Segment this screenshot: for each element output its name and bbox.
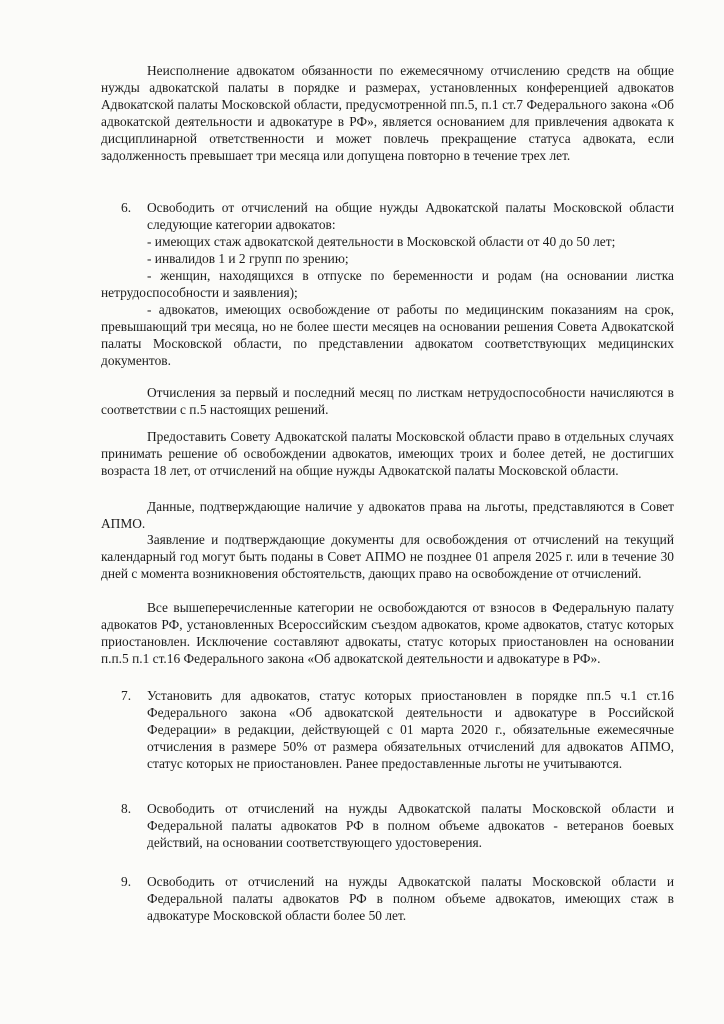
bullet-item: - женщин, находящихся в отпуске по беременности и родам (на основании листка нетрудоспособности и заявления);: [101, 268, 674, 300]
item-number: 6.: [121, 200, 132, 215]
list-item-8: [101, 800, 674, 851]
bullet-item: - адвокатов, имеющих освобождение от работы по медицинским показаниям на срок, превышающий три месяца, но не более шести месяцев на основании решения Совета Адвокатской палаты Московской области, по представлении адвокатом соответствующих медицинских документов.: [101, 302, 674, 368]
paragraph-intro: Неисполнение адвокатом обязанности по ежемесячному отчислению средств на общие нужды адвокатской палаты в порядке и размерах, установленных конференцией адвокатов Адвокатской палаты Московской области, предусмотренной пп.5, п.1 ст.7 Федерального закона «Об адвокатской деятельности и адвокатуре в РФ», является основанием для привлечения адвоката к дисциплинарной ответственности и может повлечь прекращение статуса адвоката, если задолженность превышает три месяца или допущена повторно в течение трех лет.: [101, 63, 674, 163]
item-lead: Освободить от отчислений на общие нужды Адвокатской палаты Московской области следующие категории адвокатов:: [147, 200, 674, 232]
list-item-9: [101, 873, 674, 924]
item-number: 9.: [121, 874, 132, 889]
item-number: 7.: [121, 688, 132, 703]
paragraph-data: Данные, подтверждающие наличие у адвокатов права на льготы, представляются в Совет АПМО.: [101, 499, 674, 531]
paragraph-council: Предоставить Совету Адвокатской палаты Московской области право в отдельных случаях принимать решение об освобождении адвокатов, имеющих троих и более детей, не достигших возраста 18 лет, от отчислений на общие нужды Адвокатской палаты Московской области.: [101, 429, 674, 478]
paragraph-sick-leave: Отчисления за первый и последний месяц по листкам нетрудоспособности начисляются в соответствии с п.5 настоящих решений.: [101, 385, 674, 417]
list-item-7: [101, 687, 674, 772]
item-text: Освободить от отчислений на нужды Адвокатской палаты Московской области и Федеральной палаты адвокатов РФ в полном объеме адвокатов - ветеранов боевых действий, на основании соответствующего удостоверения.: [147, 801, 674, 850]
item-number: 8.: [121, 801, 132, 816]
paragraph-application: Заявление и подтверждающие документы для освобождения от отчислений на текущий календарный год могут быть поданы в Совет АПМО не позднее 01 апреля 2025 г. или в течение 30 дней с момента возникновения обстоятельств, дающих право на освобождение от отчислений.: [101, 532, 674, 581]
bullet-item: - имеющих стаж адвокатской деятельности в Московской области от 40 до 50 лет;: [147, 234, 616, 249]
bullet-item: - инвалидов 1 и 2 групп по зрению;: [147, 251, 349, 266]
paragraph-all-categories: Все вышеперечисленные категории не освобождаются от взносов в Федеральную палату адвокатов РФ, установленных Всероссийским съездом адвокатов, кроме адвокатов, статус которых приостановлен. Исключение составляют адвокаты, статус которых приостановлен на основании п.п.5 п.1 ст.16 Федерального закона «Об адвокатской деятельности и адвокатуре в РФ».: [101, 600, 674, 666]
list-item-6: [101, 199, 674, 369]
item-text: Установить для адвокатов, статус которых приостановлен в порядке пп.5 ч.1 ст.16 Федерального закона «Об адвокатской деятельности и адвокатуре в Российской Федерации» в редакции, действующей с 01 марта 2020 г., обязательные ежемесячные отчисления в размере 50% от размера обязательных отчислений для адвокатов АПМО, статус которых не приостановлен. Ранее предоставленные льготы не учитываются.: [147, 688, 674, 771]
item-text: Освободить от отчислений на нужды Адвокатской палаты Московской области и Федеральной палаты адвокатов РФ в полном объеме адвокатов, имеющих стаж в адвокатуре Московской области более 50 лет.: [147, 874, 674, 923]
